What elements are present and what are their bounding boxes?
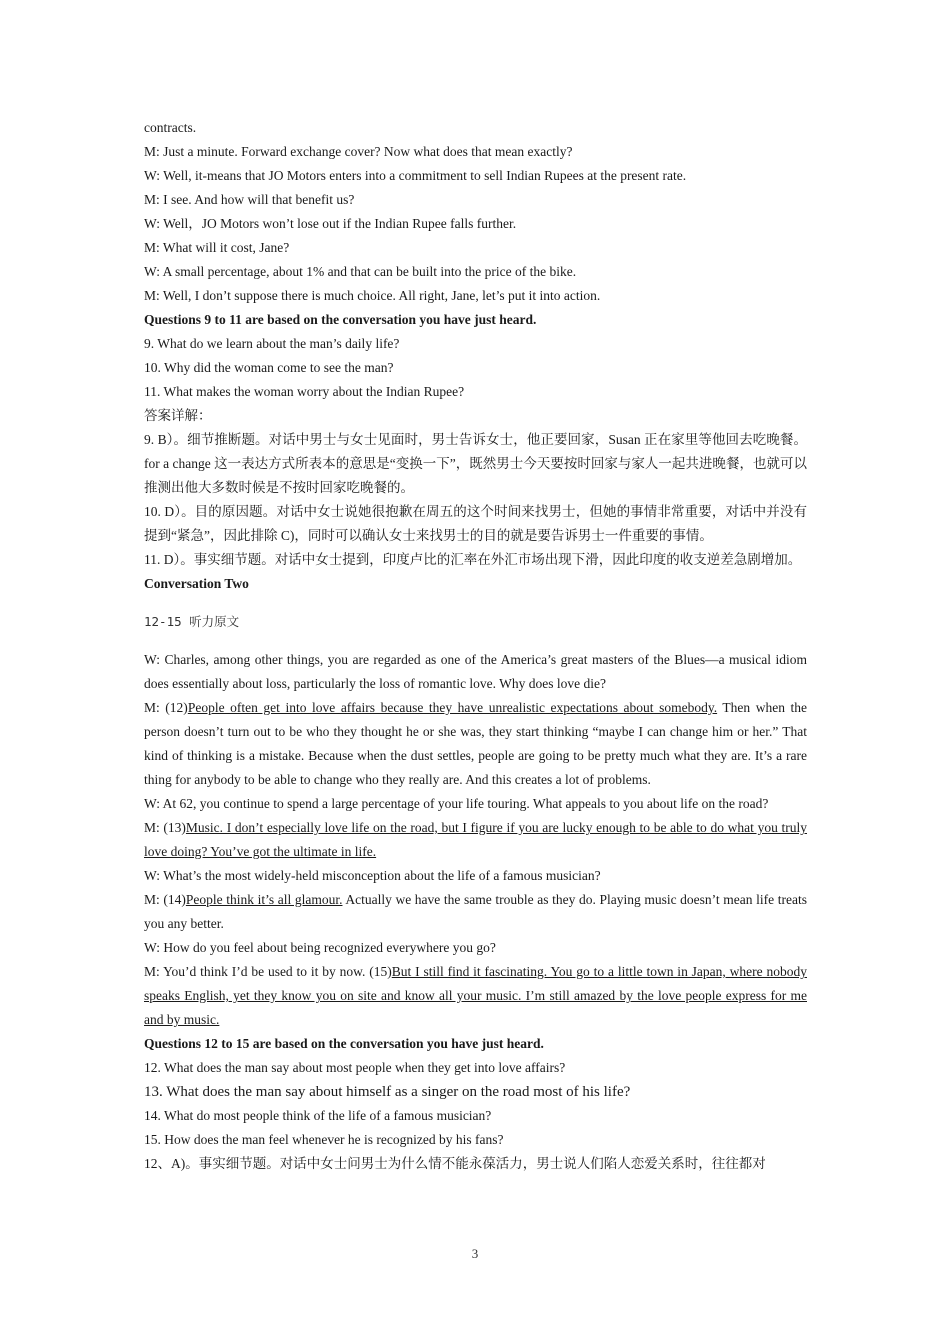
dialog-paragraph: W: Charles, among other things, you are regarded as one of the America’s great masters of the Blues—a musical idiom does essentially about loss, particularly the loss of romantic love. Why does love die? [144,652,807,691]
dialog-paragraph: M: You’d think I’d be used to it by now. (15)But I still find it fascinating. You go to a little town in Japan, where nobody speaks English, yet they know you on site and know all your music. I’m still amazed by the love people express for me and by music. [144,964,807,1027]
key-sentence: People often get into love affairs because they have unrealistic expectations about somebody. [187,700,718,715]
dialog-paragraph: M: (14)People think it’s all glamour. Actually we have the same trouble as they do. Playing music doesn’t mean life treats you any better. [144,892,807,931]
dialog-paragraph: W: What’s the most widely-held misconception about the life of a famous musician? [144,868,601,883]
question-item: 13. What does the man say about himself as a singer on the road most of his life? [144,1084,631,1100]
dialog-line: M: Just a minute. Forward exchange cover? Now what does that mean exactly? [144,144,573,159]
question-item: 9. What do we learn about the man’s daily life? [144,336,400,351]
key-sentence: Music. I don’t especially love life on the road, but I figure if you are lucky enough to be able to do what you truly love doing? You’ve got the ultimate in life. [144,820,807,859]
question-item: 10. Why did the woman come to see the man? [144,360,394,375]
dialog-paragraph: M: (12)People often get into love affairs because they have unrealistic expectations about somebody. Then when the person doesn’t turn out to be who they thought he or she was, they start thinking “maybe I can change him or her.” That kind of thinking is a mistake. Because when the dust settles, people are going to be pretty much what they are. It’s a rare thing for anybody to be able to change who they really are. And this creates a lot of problems. [144,700,807,787]
dialog-paragraph: W: At 62, you continue to spend a large percentage of your life touring. What appeals to you about life on the road? [144,796,769,811]
dialog-line: M: I see. And how will that benefit us? [144,192,355,207]
section-title: Conversation Two [144,576,249,591]
dialog-line: M: What will it cost, Jane? [144,240,290,255]
dialog-line: M: Well, I don’t suppose there is much choice. All right, Jane, let’s put it into action. [144,288,601,303]
answer-heading: 答案详解： [144,408,212,423]
questions-heading: Questions 12 to 15 are based on the conversation you have just heard. [144,1036,544,1051]
answer-item: 12、A)。事实细节题。对话中女士问男士为什么情不能永葆活力，男士说人们陷人恋爱关系时，往往都对 [144,1156,766,1171]
question-item: 11. What makes the woman worry about the Indian Rupee? [144,384,465,399]
answer-item: 9. B）。细节推断题。对话中男士与女士见面时，男士告诉女士，他正要回家，Susan 正在家里等他回去吃晚餐。for a change 这一表达方式所表本的意思是“变换一下”，既然男士今天要按时回家与家人一起共进晚餐，也就可以推测出他大多数时候是不按时回家吃晚餐的。 [144,432,807,495]
dialog-line: W: A small percentage, about 1% and that can be built into the price of the bike. [144,264,577,279]
section-subtitle: 12-15 听力原文 [144,614,240,629]
dialog-line: W: Well，JO Motors won’t lose out if the Indian Rupee falls further. [144,216,517,231]
dialog-paragraph: W: How do you feel about being recognized everywhere you go? [144,940,496,955]
question-item: 15. How does the man feel whenever he is recognized by his fans? [144,1132,504,1147]
dialog-line: contracts. [144,120,197,135]
answer-item: 11. D）。事实细节题。对话中女士提到，印度卢比的汇率在外汇市场出现下滑，因此印度的收支逆差急剧增加。 [144,552,802,567]
dialog-paragraph: M: (13)Music. I don’t especially love life on the road, but I figure if you are lucky enough to be able to do what you truly love doing? You’ve got the ultimate in life. [144,820,807,859]
dialog-line: W: Well, it-means that JO Motors enters into a commitment to sell Indian Rupees at the present rate. [144,168,687,183]
question-item: 12. What does the man say about most people when they get into love affairs? [144,1060,566,1075]
document-page [144,116,807,1176]
key-sentence: But I still find it fascinating. You go to a little town in Japan, where nobody speaks English, yet they know you on site and know all your music. I’m still amazed by the love people express for me and by music. [144,964,807,1027]
questions-heading: Questions 9 to 11 are based on the conversation you have just heard. [144,312,537,327]
question-item: 14. What do most people think of the life of a famous musician? [144,1108,492,1123]
answer-item: 10. D）。目的原因题。对话中女士说她很抱歉在周五的这个时间来找男士，但她的事情非常重要，对话中并没有提到“紧急”，因此排除 C)，同时可以确认女士来找男士的目的就是要告诉男士一件重要的事情。 [144,504,807,543]
key-sentence: People think it’s all glamour. [185,892,343,907]
page-number: 3 [471,1246,479,1261]
